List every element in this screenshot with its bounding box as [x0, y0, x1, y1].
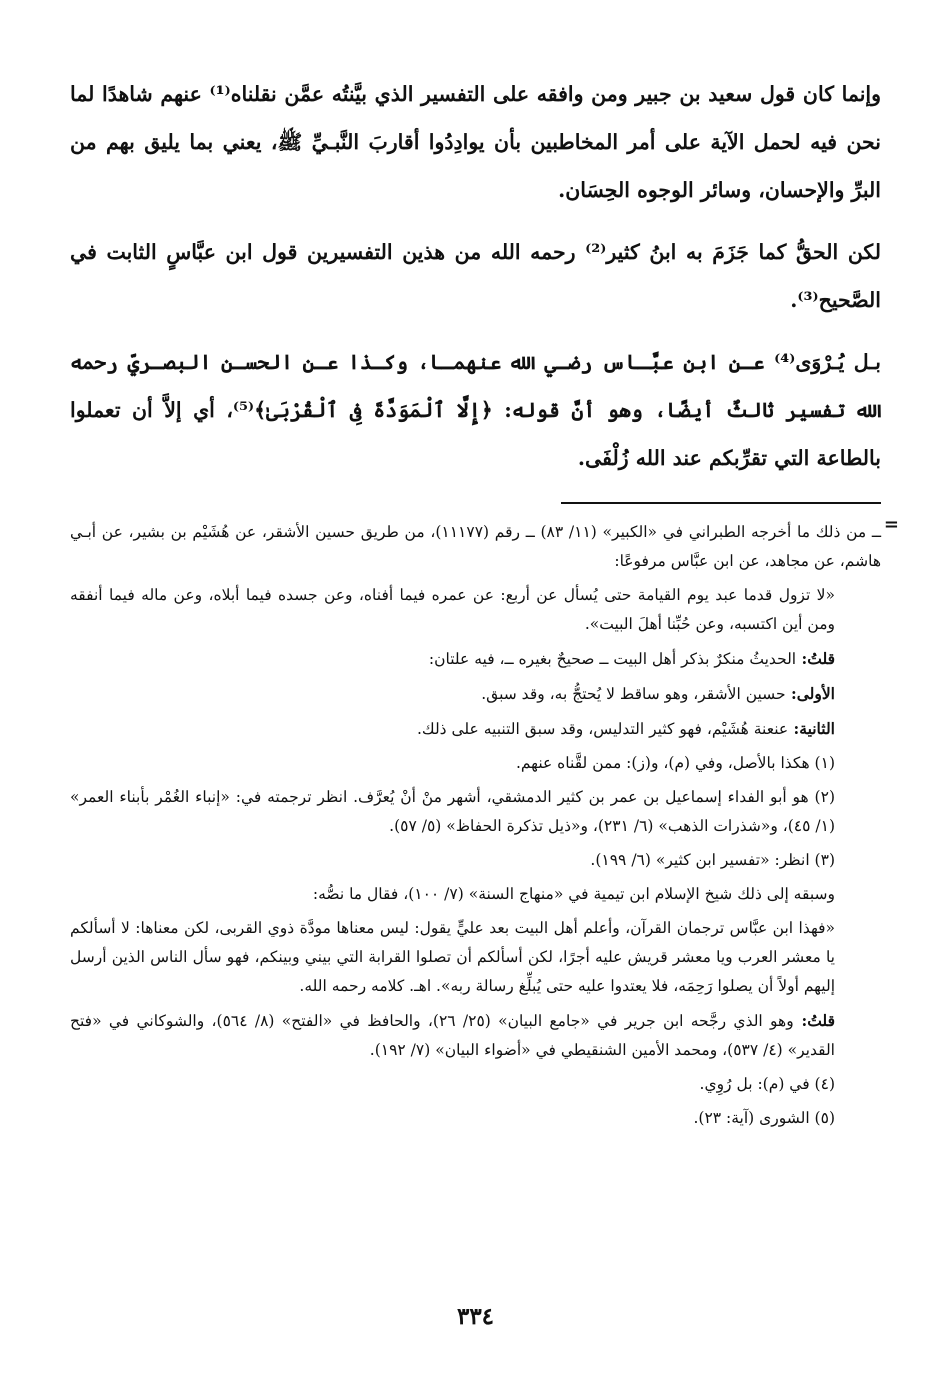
footnote-3-comment: [70, 1006, 881, 1065]
footnote-continuation: [70, 518, 881, 576]
footnote-3: [70, 846, 881, 875]
footnote-text: (٣) انظر: «تفسير ابن كثير» (٦/ ١٩٩).: [590, 851, 835, 869]
footnote-lead: قلتُ:: [796, 649, 835, 668]
footnote-text: «فهذا ابن عبَّاس ترجمان القرآن، وأعلم أهل البيت بعد عليٍّ يقول: ليس معناها مودَّة ذوي القربى، لكن معناها: لا أسألكم يا معشر العرب ويا معشر قريش عليه أجرًا، لكن أسألكم أن تصلوا القرابة التي بيني وبينكم، فهو سأل الناس الذين أرسل إليهم أولاً أن يصلوا رَحِمَه، فلا يعتدوا عليه حتى يُبلِّغ رسالة ربه». اهـ. كلامه رحمه الله.: [70, 919, 835, 995]
footnote-hadith-quote: [70, 581, 881, 639]
footnote-text: «لا تزول قدما عبد يوم القيامة حتى يُسأل عن أربع: عن عمره فيما أفناه، وعن جسده فيما أبلاه، وعن ماله فيما أنفقه ومن أين اكتسبه، وعن حُبِّنا أهلَ البيت».: [70, 586, 835, 633]
footnote-1: [70, 749, 881, 778]
footnote-text: (٥) الشورى (آية: ٢٣).: [693, 1109, 835, 1127]
page-number: ٣٣٤: [456, 1303, 495, 1330]
main-paragraph-1: وإنما كان قول سعيد بن جبير ومن وافقه على التفسير الذي بيَّنتُه عمَّن نقلناه⁽¹⁾ عنهم شاهدًا لما نحن فيه لحمل الآية على أمر المخاطبين بأن يوادِدُوا أقاربَ النَّبـيِّ ﷺ، يعني بما يليق بهم من البرِّ والإحسان، وسائر الوجوه الحِسَان.: [70, 82, 882, 202]
footnote-lead: قلتُ:: [793, 1011, 835, 1030]
footnote-text: وهو الذي رجَّحه ابن جرير في «جامع البيان» (٢٥/ ٢٦)، والحافظ في «الفتح» (٨/ ٥٦٤)، والشوكاني في «فتح القدير» (٤/ ٥٣٧)، ومحمد الأمين الشنقيطي في «أضواء البيان» (٧/ ١٩٢).: [70, 1012, 835, 1059]
footnote-text: عنعنة هُشَيْم، فهو كثير التدليس، وقد سبق التنبيه على ذلك.: [416, 720, 789, 738]
footnote-text: (٢) هو أبو الفداء إسماعيل بن عمر بن كثير الدمشقي، أشهر منْ أنْ يُعرَّف. انظر ترجمته في: «إنباء الغُمْر بأبناء العمر» (١/ ٤٥)، و«شذرات الذهب» (٦/ ٢٣١)، و«ذيل تذكرة الحفاظ» (٥/ ٥٧).: [70, 788, 835, 835]
footnote-4: [70, 1070, 881, 1099]
footnotes: [70, 518, 881, 1138]
footnote-5: [70, 1104, 881, 1133]
footnote-text: وسبقه إلى ذلك شيخ الإسلام ابن تيمية في «منهاج السنة» (٧/ ١٠٠)، فقال ما نصُّه:: [312, 885, 835, 903]
footnote-text: (١) هكذا بالأصل، وفي (م)، و(ز): ممن لقَّناه عنهم.: [515, 754, 835, 772]
footnote-first-defect: [70, 679, 881, 709]
footnote-separator: [561, 502, 881, 504]
footnote-continuation-mark: =: [883, 514, 899, 535]
footnote-lead: الثانية:: [788, 719, 835, 738]
footnote-text: ــ من ذلك ما أخرجه الطبراني في «الكبير» (١١/ ٨٣) ــ رقم (١١١٧٧)، من طريق حسين الأشقر، عن هُشَيْم بن بشير، عن أبـي هاشم، عن مجاهد، عن ابن عبَّاس مرفوعًا:: [70, 523, 882, 570]
footnote-3-quote: [70, 914, 881, 1001]
main-paragraph-3: بـل يُـرْوَى⁽⁴⁾ عـن ابن عبَّـاس رضـي الله عنهمـا، وكـذا عـن الحسـن البصـريِّ رحمه الله تفسير ثالثٌ أيضًا، وهو أنَّ قوله: ﴿إِلَّا ٱلْمَوَدَّةَ فِى ٱلْقُرْبَىٰ﴾⁽⁵⁾، أي إلاَّ أن تعملوا بالطاعة التي تقرِّبكم عند الله زُلْفَى.: [70, 350, 881, 470]
footnote-text: الحديثُ منكرٌ بذكر أهل البيت ــ صحيحٌ بغيره ــ، فيه علتان:: [428, 650, 797, 668]
book-page: [70, 70, 899, 1355]
footnote-comment: [70, 644, 881, 674]
footnote-text: (٤) في (م): بل رُوِي.: [699, 1075, 835, 1093]
footnote-text: حسين الأشقر، وهو ساقط لا يُحتجُّ به، وقد سبق.: [481, 685, 786, 703]
main-paragraph-2: لكن الحقُّ كما جَزَمَ به ابنُ كثير⁽²⁾ رحمه الله من هذين التفسيرين قول ابن عبَّاسٍ الثابت في الصَّحيح⁽³⁾.: [70, 240, 881, 312]
footnote-lead: الأولى:: [785, 684, 835, 703]
main-text: [70, 70, 881, 482]
footnote-3-continued: [70, 880, 881, 909]
footnote-2: [70, 783, 881, 841]
footnote-second-defect: [70, 714, 881, 744]
